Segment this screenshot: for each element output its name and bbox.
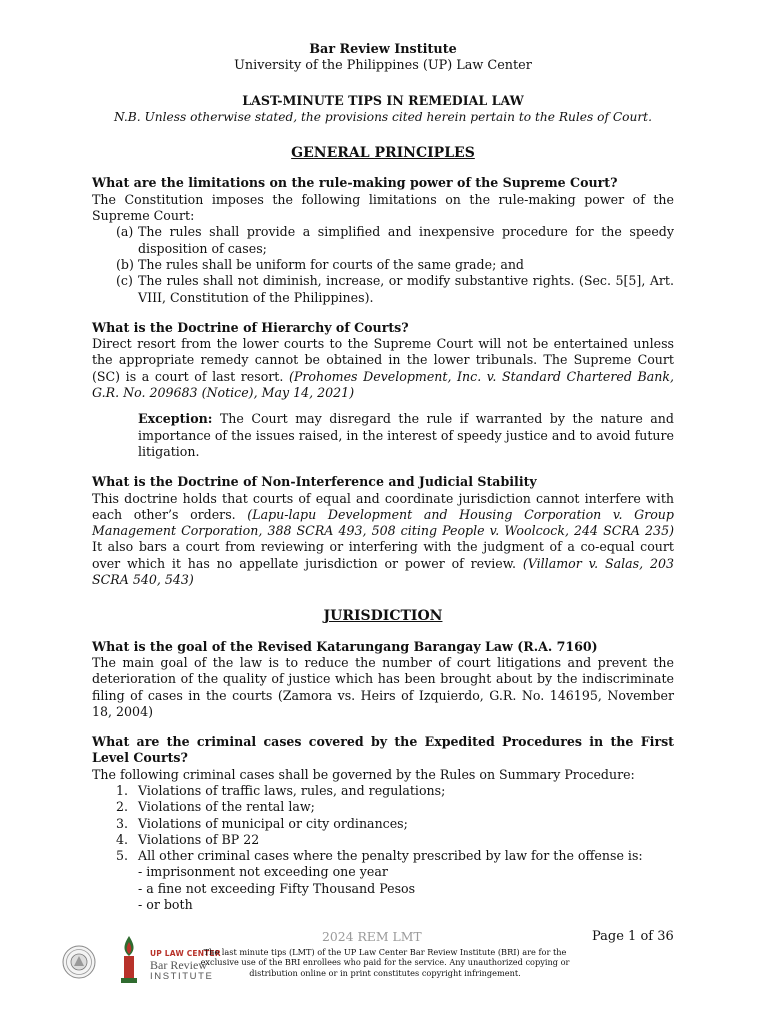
answer-hierarchy-of-courts (92, 336, 674, 401)
institution-name: Bar Review Institute (309, 42, 457, 57)
answer-expedited-intro: The following criminal cases shall be governed by the Rules on Summary Procedure: (92, 766, 635, 782)
answer-text: It also bars a court from reviewing or interfering with the judgment of a co-equal court over which it has no appellate jurisdiction or power of review. (92, 539, 674, 571)
answer-non-interference (92, 491, 674, 589)
exception-label: Exception: (138, 411, 213, 427)
answer-katarungang-barangay: The main goal of the law is to reduce the number of court litigations and prevent the deterioration of the quality of justice which has been brought about by the indiscriminate filing of cases in the courts (Zamora vs. Heirs of Izquierdo, G.R. No. 146195, November 18, 2004) (92, 654, 674, 719)
logo-line-3: INSTITUTE (150, 971, 214, 982)
list-marker: (b) (116, 256, 134, 272)
document-title: LAST-MINUTE TIPS IN REMEDIAL LAW (242, 92, 524, 108)
list-item (92, 273, 674, 306)
footer-page-number: Page 1 of 36 (592, 929, 674, 944)
section-general-principles: GENERAL PRINCIPLES (291, 145, 475, 162)
list-item (92, 783, 674, 799)
list-item (92, 257, 674, 273)
sub-item: - a fine not exceeding Fifty Thousand Pesos (138, 880, 416, 896)
list-item (92, 816, 674, 832)
list-item (92, 848, 674, 864)
rule-making-limitations-list (92, 224, 674, 305)
list-text: All other criminal cases where the penalty prescribed by law for the offense is: (138, 848, 643, 864)
list-item (92, 832, 674, 848)
question-expedited-procedures: What are the criminal cases covered by the Expedited Procedures in the First Level Courts? (92, 734, 674, 766)
question-non-interference: What is the Doctrine of Non-Interference and Judicial Stability (92, 474, 537, 490)
list-text: The rules shall not diminish, increase, or modify substantive rights. (Sec. 5[5], Art. VIII, Constitution of the Philippines). (138, 273, 674, 305)
list-marker: (a) (116, 224, 134, 240)
list-text: Violations of municipal or city ordinances; (138, 815, 408, 831)
list-text: Violations of BP 22 (138, 831, 260, 847)
list-text: The rules shall be uniform for courts of the same grade; and (138, 256, 524, 272)
logo-line-2: Bar Review (150, 958, 207, 972)
copyright-notice: The last minute tips (LMT) of the UP Law Center Bar Review Institute (BRI) are for the exclusive use of the BRI enrollees who paid for the service. Any unauthorized copying or distribution online or in print constitutes copyright infringement. (200, 947, 570, 978)
list-item (92, 799, 674, 815)
list-marker: 5. (116, 848, 129, 864)
case-citation: (Lapu-lapu Development and Housing Corporation v. Group Management Corporation, 388 SCRA 493, 508 citing People v. Woolcock, 244 SCRA 235) (92, 506, 674, 539)
answer-text: Direct resort from the lower courts to the Supreme Court will not be entertained unless the appropriate remedy cannot be obtained in the lower tribunals. The Supreme Court (SC) is a court of last resort. (92, 336, 674, 384)
case-citation: (Villamor v. Salas, 203 SCRA 540, 543) (92, 555, 674, 588)
question-rule-making: What are the limitations on the rule-making power of the Supreme Court? (92, 175, 618, 191)
list-marker: 2. (116, 799, 129, 815)
exception-text: The Court may disregard the rule if warranted by the nature and importance of the issues raised, in the interest of speedy justice and to avoid future litigation. (138, 411, 674, 459)
sub-item: - or both (138, 897, 193, 913)
list-text: Violations of the rental law; (138, 799, 315, 815)
list-marker: 4. (116, 831, 129, 847)
sub-item: - imprisonment not exceeding one year (138, 864, 388, 880)
question-katarungang-barangay: What is the goal of the Revised Katarungang Barangay Law (R.A. 7160) (92, 638, 598, 654)
answer-text: This doctrine holds that courts of equal and coordinate jurisdiction cannot interfere with each other’s orders. (92, 490, 674, 522)
footer-document-code: 2024 REM LMT (322, 929, 422, 944)
penalty-sub-items (138, 864, 674, 913)
list-marker: 3. (116, 815, 129, 831)
list-marker: 1. (116, 782, 129, 798)
up-seal-icon (62, 945, 96, 979)
case-citation: (Prohomes Development, Inc. v. Standard Chartered Bank, G.R. No. 209683 (Notice), May 14, 2021) (92, 368, 674, 401)
list-text: Violations of traffic laws, rules, and regulations; (138, 782, 446, 798)
question-hierarchy-of-courts: What is the Doctrine of Hierarchy of Courts? (92, 319, 409, 335)
list-item (92, 224, 674, 257)
section-jurisdiction: JURISDICTION (323, 608, 443, 625)
bri-torch-logo-icon (112, 934, 146, 986)
institution-center: University of the Philippines (UP) Law Center (234, 58, 532, 74)
exception-paragraph (138, 411, 674, 460)
criminal-cases-list (92, 783, 674, 864)
list-marker: (c) (116, 273, 133, 289)
list-text: The rules shall provide a simplified and inexpensive procedure for the speedy disposition of cases; (138, 224, 674, 256)
answer-rule-making-intro: The Constitution imposes the following limitations on the rule-making power of the Supreme Court: (92, 191, 674, 224)
document-note: N.B. Unless otherwise stated, the provisions cited herein pertain to the Rules of Court. (114, 109, 652, 124)
page-content (92, 40, 674, 913)
logo-line-1: UP LAW CENTER (150, 949, 221, 958)
